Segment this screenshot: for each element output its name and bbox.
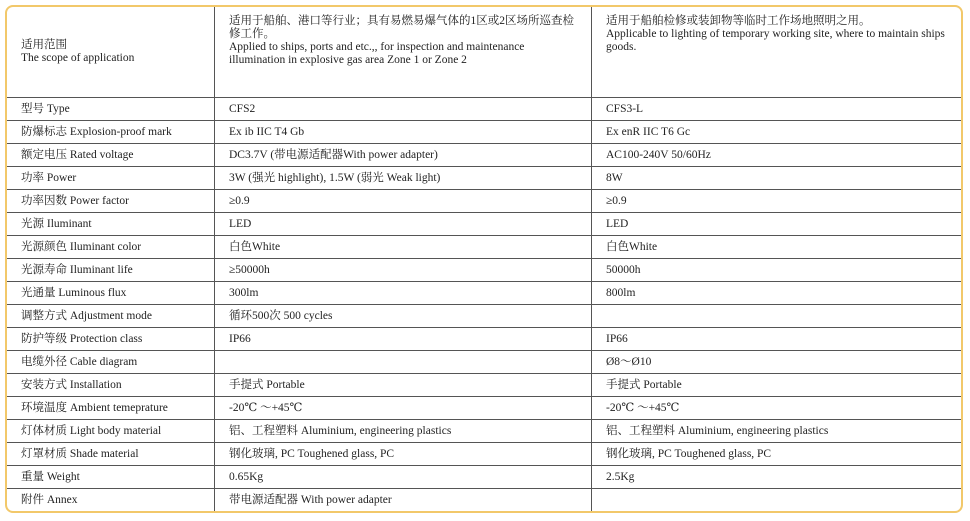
table-row [7,98,961,121]
cfs3-value-cell: 8W [592,167,962,190]
cfs3-value-cell [592,305,962,328]
cfs3-scope-cell [592,7,962,98]
scope-label-cn: 适用范围 [21,39,67,51]
cfs2-value-cell: 循环500次 500 cycles [215,305,592,328]
cfs3-value-cell: IP66 [592,328,962,351]
spec-label-cell: 防护等级 Protection class [7,328,215,351]
table-row [7,259,961,282]
spec-label-cell: 光源寿命 Iluminant life [7,259,215,282]
cfs2-scope-en: Applied to ships, ports and etc.,, for inspection and maintenance illumination in explosive gas area Zone 1 or Zone 2 [229,41,525,66]
spec-label-cell: 功率因数 Power factor [7,190,215,213]
cfs2-value-cell: Ex ib IIC T4 Gb [215,121,592,144]
cfs3-value-cell: 白色White [592,236,962,259]
cfs2-value-cell [215,351,592,374]
table-header-row [7,7,961,98]
table-row [7,213,961,236]
spec-table-frame [5,5,963,513]
cfs2-value-cell: ≥0.9 [215,190,592,213]
spec-label-cell: 附件 Annex [7,489,215,512]
cfs3-value-cell: CFS3-L [592,98,962,121]
cfs2-value-cell: IP66 [215,328,592,351]
table-row [7,420,961,443]
table-row [7,374,961,397]
cfs2-scope-cell [215,7,592,98]
cfs2-value-cell: 3W (强光 highlight), 1.5W (弱光 Weak light) [215,167,592,190]
table-row [7,190,961,213]
cfs2-value-cell: 300lm [215,282,592,305]
cfs3-value-cell: ≥0.9 [592,190,962,213]
cfs3-value-cell: AC100-240V 50/60Hz [592,144,962,167]
table-row [7,236,961,259]
spec-label-cell: 光源 Iluminant [7,213,215,236]
cfs2-value-cell: ≥50000h [215,259,592,282]
spec-label-cell: 光源颜色 Iluminant color [7,236,215,259]
table-row [7,121,961,144]
scope-label-en: The scope of application [21,52,135,64]
spec-label-cell: 灯罩材质 Shade material [7,443,215,466]
spec-label-cell: 环境温度 Ambient temeprature [7,397,215,420]
table-row [7,351,961,374]
cfs2-value-cell: DC3.7V (带电源适配器With power adapter) [215,144,592,167]
cfs3-value-cell: 手提式 Portable [592,374,962,397]
table-row [7,466,961,489]
table-row [7,328,961,351]
table-row [7,144,961,167]
cfs3-value-cell: LED [592,213,962,236]
cfs2-value-cell: 铝、工程塑料 Aluminium, engineering plastics [215,420,592,443]
cfs2-value-cell: -20℃ ～+45℃ [215,397,592,420]
spec-table [7,7,961,511]
spec-label-cell: 功率 Power [7,167,215,190]
cfs3-value-cell: 2.5Kg [592,466,962,489]
cfs2-value-cell: 手提式 Portable [215,374,592,397]
spec-label-cell: 灯体材质 Light body material [7,420,215,443]
cfs2-value-cell: LED [215,213,592,236]
cfs3-value-cell: 800lm [592,282,962,305]
cfs2-value-cell: 白色White [215,236,592,259]
cfs2-value-cell: 0.65Kg [215,466,592,489]
cfs3-value-cell: 铝、工程塑料 Aluminium, engineering plastics [592,420,962,443]
cfs3-value-cell: 50000h [592,259,962,282]
cfs3-value-cell: Ex enR IIC T6 Gc [592,121,962,144]
cfs2-value-cell: CFS2 [215,98,592,121]
table-row [7,489,961,512]
cfs3-value-cell: Ø8～Ø10 [592,351,962,374]
table-row [7,443,961,466]
table-row [7,305,961,328]
spec-label-cell: 调整方式 Adjustment mode [7,305,215,328]
cfs3-scope-cn: 适用于船舶检修或装卸物等临时工作场地照明之用。 [606,15,871,27]
table-row [7,167,961,190]
spec-label-cell: 安装方式 Installation [7,374,215,397]
cfs2-scope-cn: 适用于船舶、港口等行业；具有易燃易爆气体的1区或2区场所巡查检修工作。 [229,15,574,40]
cfs3-value-cell: -20℃ ～+45℃ [592,397,962,420]
cfs3-scope-en: Applicable to lighting of temporary working site, where to maintain ships goods. [606,28,945,53]
table-row [7,282,961,305]
spec-label-cell: 型号 Type [7,98,215,121]
cfs3-value-cell: 钢化玻璃, PC Toughened glass, PC [592,443,962,466]
cfs3-value-cell [592,489,962,512]
spec-label-cell: 电缆外径 Cable diagram [7,351,215,374]
cfs2-value-cell: 钢化玻璃, PC Toughened glass, PC [215,443,592,466]
spec-label-cell: 额定电压 Rated voltage [7,144,215,167]
cfs2-value-cell: 带电源适配器 With power adapter [215,489,592,512]
spec-label-cell: 重量 Weight [7,466,215,489]
scope-label-cell [7,7,215,98]
spec-label-cell: 防爆标志 Explosion-proof mark [7,121,215,144]
spec-label-cell: 光通量 Luminous flux [7,282,215,305]
table-row [7,397,961,420]
